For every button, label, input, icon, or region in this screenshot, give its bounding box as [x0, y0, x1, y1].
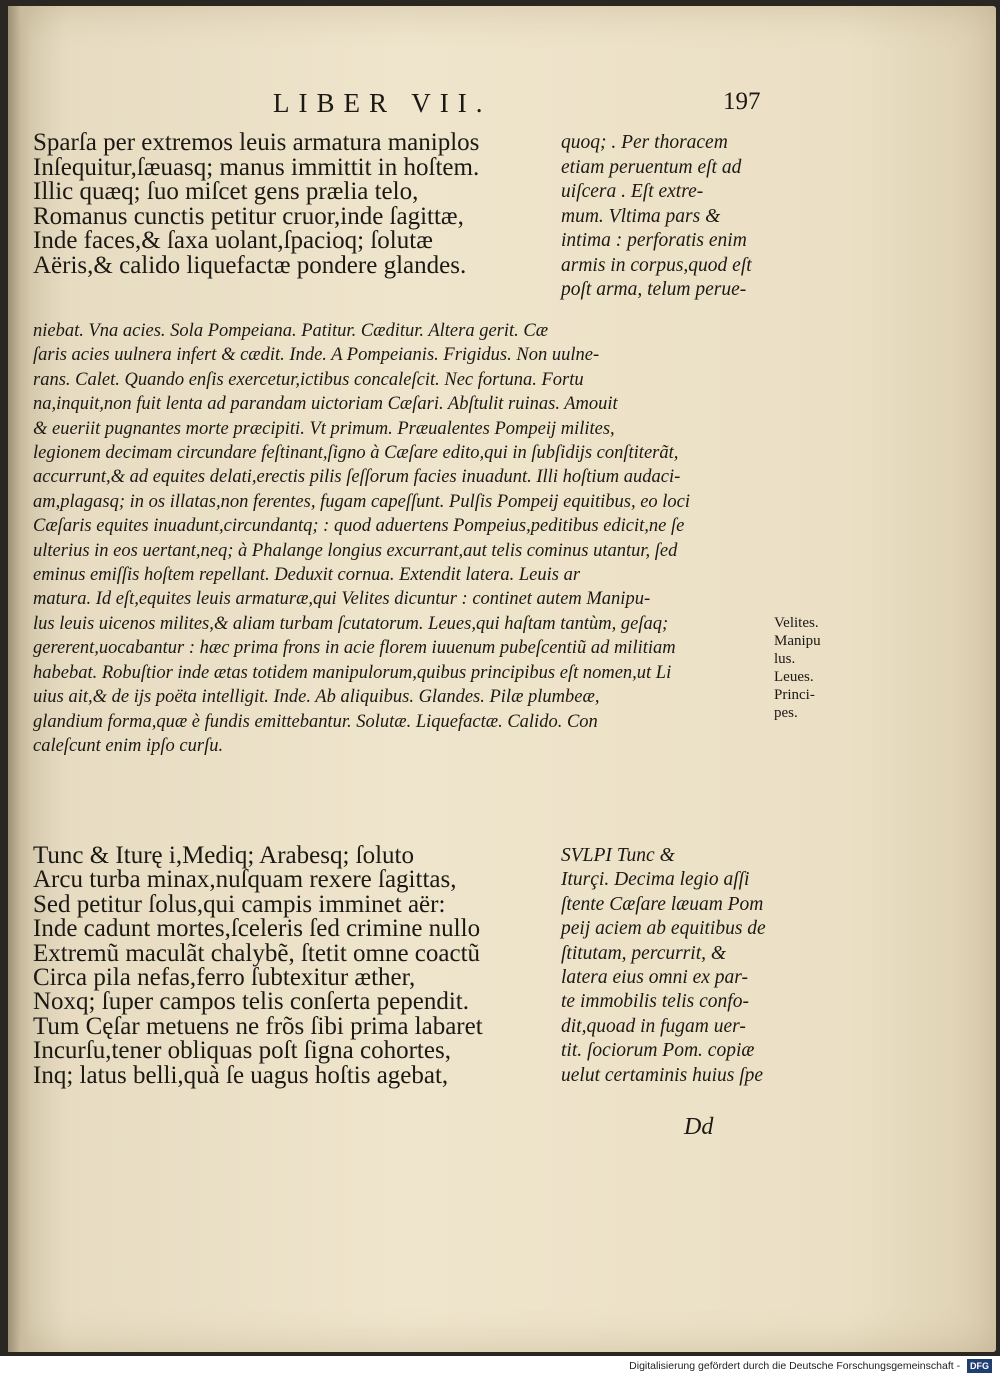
side-line: quoq; . Per thoracem — [561, 132, 728, 153]
commentary-line: caleſcunt enim ipſo curſu. — [33, 735, 224, 756]
side-line: etiam peruentum eſt ad — [561, 156, 742, 178]
verse-line: Extremũ maculãt chalybẽ, ſtetit omne coactũ — [33, 939, 481, 967]
running-head: LIBER VII. — [273, 88, 492, 118]
side-line: poſt arma, telum perue- — [561, 279, 747, 300]
margin-note: lus. — [774, 651, 796, 667]
side-line: latera eius omni ex par- — [561, 967, 748, 989]
verse-line: Inq; latus belli,quà ſe uagus hoſtis agebat, — [33, 1061, 449, 1089]
commentary-line: glandium forma,quæ è fundis emittebantur. Solutæ. Liquefactæ. Calido. Con — [33, 711, 598, 732]
side-line: uelut certaminis huius ſpe — [561, 1064, 764, 1086]
commentary-line: rans. Calet. Quando enſis exercetur,ictibus concaleſcit. Nec fortuna. Fortu — [33, 369, 584, 390]
side-line: te immobilis telis confo- — [561, 991, 749, 1013]
side-commentary-1 — [561, 131, 771, 303]
verse-line: Incurſu,tener obliquas poſt ſigna cohortes, — [33, 1037, 451, 1065]
dfg-logo: DFG — [967, 1359, 992, 1373]
verse-line: Noxq; ſuper campos telis conſerta pependit. — [33, 988, 469, 1016]
commentary-line: niebat. Vna acies. Sola Pompeiana. Patitur. Cæditur. Altera gerit. Cæ — [33, 321, 549, 341]
verse-line: Arcu turba minax,nuſquam rexere ſagittas, — [33, 866, 457, 894]
book-page — [8, 6, 996, 1352]
commentary-line: ſaris acies uulnera infert & cædit. Inde. A Pompeianis. Frigidus. Non uulne- — [33, 345, 600, 366]
commentary-line: habebat. Robuſtior inde ætas totidem manipulorum,quibus principibus eſt nomen,ut Li — [33, 662, 672, 683]
margin-note: Leues. — [774, 669, 814, 685]
side-line: uiſcera . Eſt extre- — [561, 181, 704, 202]
verse-line: Romanus cunctis petitur cruor,inde ſagittæ, — [33, 202, 464, 230]
commentary-line: accurrunt,& ad equites delati,erectis pilis ſeſſorum facies inuadunt. Illi hoſtium audaci- — [33, 467, 681, 488]
commentary-line: gererent,uocabantur : hæc prima frons in acie florem iuuenum pubeſcentiũ ad militiam — [33, 638, 676, 659]
verse-line: Illic quæq; ſuo miſcet gens prælia telo, — [33, 178, 419, 205]
commentary-line: na,inquit,non fuit lenta ad parandam uictoriam Cæſari. Abſtulit ruinas. Amouit — [33, 394, 618, 415]
side-line: Iturçi. Decima legio aſſi — [561, 869, 750, 891]
signature-mark: Dd — [684, 1114, 714, 1140]
verse-line: Inſequitur,ſæuasq; manus immittit in hoſtem. — [33, 153, 480, 181]
side-line: ſtente Cæſare læuam Pom — [561, 893, 764, 915]
page-gutter-shadow — [8, 6, 30, 1352]
side-line: dit,quoad in fugam uer- — [561, 1015, 746, 1037]
commentary-line: matura. Id eſt,equites leuis armaturæ,qui Velites dicuntur : continet autem Manipu- — [33, 589, 651, 610]
verse-line: Sparſa per extremos leuis armatura maniplos — [33, 129, 480, 156]
side-line: SVLPI Tunc & — [561, 845, 675, 866]
verse-line: Circa pila nefas,ferro ſubtexitur æther, — [33, 964, 416, 992]
verse-block-1 — [33, 131, 553, 278]
commentary-line: Cæſaris equites inuadunt,circundantq; : quod aduertens Pompeius,peditibus edicit,ne ſe — [33, 516, 685, 537]
margin-notes — [774, 614, 854, 722]
commentary-line: am,plagasq; in os illatas,non ferentes, fugam capeſſunt. Pulſis Pompeij equitibus, eo loci — [33, 491, 691, 512]
verse-line: Sed petitur ſolus,qui campis imminet aër: — [33, 890, 446, 918]
side-line: ſtitutam, percurrit, & — [561, 942, 727, 964]
footer-bar — [0, 1356, 1000, 1376]
margin-note: Princi- — [774, 687, 815, 703]
commentary-line: legionem decimam circundare feſtinant,ſigno à Cæſare edito,qui in ſubſidijs conſtiterãt, — [33, 443, 679, 464]
verse-line: Tum Cęſar metuens ne frõs ſibi prima labaret — [33, 1012, 483, 1040]
margin-note: Manipu — [774, 633, 821, 649]
commentary-line: ulterius in eos uertant,neq; à Phalange longius excurrant,aut telis cominus utantur, ſed — [33, 540, 678, 561]
commentary-line: eminus emiſſis hoſtem repellant. Deduxit cornua. Extendit latera. Leuis ar — [33, 565, 581, 586]
commentary-block — [33, 319, 768, 758]
verse-line: Tunc & Iturę i,Mediq; Arabesq; ſoluto — [33, 842, 414, 869]
side-line: mum. Vltima pars & — [561, 205, 721, 227]
verse-line: Inde cadunt mortes,ſceleris ſed crimine nullo — [33, 915, 481, 943]
funding-notice: Digitalisierung gefördert durch die Deutsche Forschungsgemeinschaft - — [629, 1360, 961, 1372]
page-number: 197 — [723, 88, 761, 115]
side-line: armis in corpus,quod eſt — [561, 254, 752, 276]
side-line: peij aciem ab equitibus de — [561, 918, 766, 940]
verse-line: Inde faces,& ſaxa uolant,ſpacioq; ſolutæ — [33, 227, 433, 254]
side-line: intima : perforatis enim — [561, 230, 747, 251]
page-header — [8, 88, 996, 128]
verse-block-2 — [33, 844, 553, 1088]
commentary-line: lus leuis uicenos milites,& aliam turbam ſcutatorum. Leues,qui haſtam tantùm, geſaq; — [33, 613, 669, 634]
commentary-line: uius ait,& de ijs poëta intelligit. Inde. Ab aliquibus. Glandes. Pilæ plumbeæ, — [33, 687, 600, 708]
verse-line: Aëris,& calido liquefactæ pondere glandes. — [33, 251, 467, 279]
commentary-line: & eueriit pugnantes morte præcipiti. Vt primum. Præualentes Pompeij milites, — [33, 418, 615, 439]
margin-note: pes. — [774, 705, 798, 721]
side-line: tit. ſociorum Pom. copiæ — [561, 1040, 755, 1062]
side-commentary-2 — [561, 844, 771, 1088]
margin-note: Velites. — [774, 615, 819, 631]
